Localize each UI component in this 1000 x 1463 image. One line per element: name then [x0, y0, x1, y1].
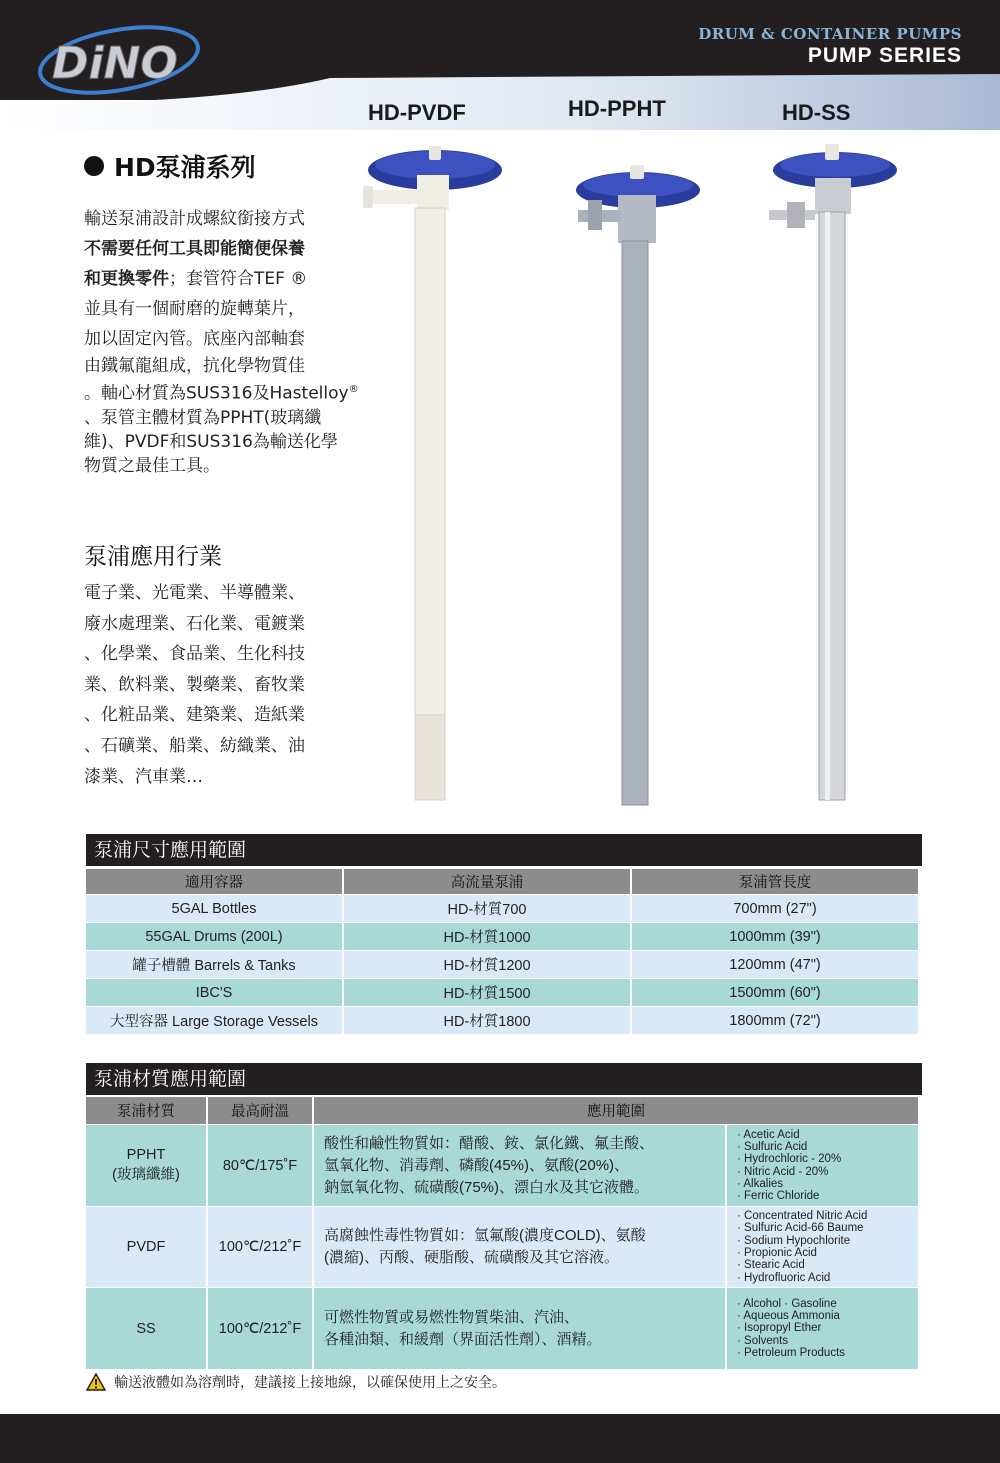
chemical-item: · Concentrated Nitric Acid — [737, 1210, 868, 1223]
cell-material: PVDF — [86, 1207, 206, 1287]
cell-length: 1800mm (72") — [632, 1007, 918, 1034]
cell-pump: HD-材質1000 — [344, 923, 630, 950]
desc-line: 酸性和鹼性物質如：醋酸、銨、氯化鐵、氟圭酸、 — [324, 1134, 655, 1152]
dino-logo — [34, 18, 204, 98]
desc-line: 鈉氫氧化物、硫磺酸(75%)、漂白水及其它液體。 — [324, 1178, 650, 1196]
footer-bar — [0, 1414, 1000, 1463]
chemical-item: · Petroleum Products — [737, 1346, 846, 1359]
cell-desc — [314, 1125, 725, 1206]
chemical-item: · Hydrochloric - 20% — [737, 1153, 842, 1166]
intro-text — [84, 204, 384, 478]
cell-length: 1500mm (60") — [632, 979, 918, 1006]
cell-chemicals — [727, 1288, 918, 1369]
chemical-item: · Isopropyl Ether — [737, 1322, 822, 1335]
chemical-item: · Alkalies — [737, 1177, 784, 1190]
table-row — [86, 923, 918, 950]
chemical-item: · Aqueous Ammonia — [737, 1310, 840, 1323]
chemical-item: · Hydrofluoric Acid — [737, 1271, 831, 1284]
desc-line: 可燃性物質或易燃性物質柴油、汽油、 — [324, 1308, 580, 1326]
cell-length: 1000mm (39") — [632, 923, 918, 950]
intro-line — [84, 264, 384, 294]
warning-icon — [86, 1373, 106, 1391]
chemical-item: · Propionic Acid — [737, 1247, 817, 1259]
cell-desc — [314, 1288, 725, 1369]
cell-length: 1200mm (47") — [632, 951, 918, 978]
size-table — [84, 868, 920, 1035]
cell-material — [86, 1125, 206, 1206]
cell-temp: 100℃/212˚F — [208, 1207, 312, 1287]
registered-mark: ® — [348, 384, 359, 395]
col-header-scope: 應用範圍 — [314, 1097, 918, 1124]
industries-line: 業、飲料業、製藥業、畜牧業 — [84, 674, 305, 695]
intro-line: 輸送泵浦設計成螺紋銜接方式 — [84, 209, 305, 229]
table-row — [86, 1207, 918, 1287]
table-row — [86, 1288, 918, 1369]
industries-line: 、化粧品業、建築業、造紙業 — [84, 705, 305, 726]
pump-image-ss — [765, 140, 915, 805]
series-subtitle: DRUM & CONTAINER PUMPS — [698, 25, 962, 43]
cell-chemicals — [727, 1125, 918, 1206]
intro-line: 維)、PVDF和SUS316為輸送化學 — [84, 431, 338, 452]
chemical-item: · Solvents — [737, 1334, 789, 1347]
cell-container: 5GAL Bottles — [86, 895, 342, 922]
intro-line: 加以固定內管。底座內部軸套 — [84, 329, 305, 349]
model-label-pvdf: HD-PVDF — [368, 100, 466, 125]
chemical-item: · Nitric Acid - 20% — [737, 1165, 829, 1178]
cell-pump: HD-材質1200 — [344, 951, 630, 978]
industries-title: 泵浦應用行業 — [84, 544, 222, 570]
cell-temp: 80℃/175˚F — [208, 1125, 312, 1206]
intro-line-text: 。軸心材質為SUS316及Hastelloy — [84, 383, 349, 404]
cell-container: 55GAL Drums (200L) — [86, 923, 342, 950]
cell-container: IBC'S — [86, 979, 342, 1006]
material-table-header — [86, 1097, 918, 1124]
chemical-item: · Sulfuric Acid-66 Baume — [737, 1222, 864, 1235]
intro-line — [84, 378, 384, 406]
chemical-item: · Sodium Hypochlorite — [737, 1234, 851, 1247]
chemical-item: · Sulfuric Acid — [737, 1140, 808, 1153]
intro-title-text: HD泵浦系列 — [114, 153, 256, 182]
cell-pump: HD-材質1800 — [344, 1007, 630, 1034]
table-row — [86, 895, 918, 922]
col-header-length: 泵浦管長度 — [632, 869, 918, 894]
series-title: PUMP SERIES — [807, 44, 962, 67]
industries-line: 電子業、光電業、半導體業、 — [84, 583, 305, 603]
intro-line: 由鐵氟龍組成，抗化學物質佳 — [84, 356, 305, 376]
cell-pump: HD-材質1500 — [344, 979, 630, 1006]
col-header-container: 適用容器 — [86, 869, 342, 894]
chemical-item: · Ferric Chloride — [737, 1190, 820, 1203]
model-label-ppht: HD-PPHT — [568, 96, 666, 121]
intro-line-bold: 和更換零件 — [84, 269, 169, 289]
desc-line: 氫氧化物、消毒劑、磷酸(45%)、氨酸(20%)、 — [324, 1156, 630, 1174]
industries-text — [84, 578, 344, 792]
chemical-item: · Acetic Acid — [737, 1128, 800, 1141]
cell-container: 大型容器 Large Storage Vessels — [86, 1007, 342, 1034]
industries-line: 漆業、汽車業… — [84, 766, 203, 787]
cell-material: SS — [86, 1288, 206, 1369]
warning-text: 輸送液體如為溶劑時，建議接上接地線，以確保使用上之安全。 — [114, 1375, 506, 1391]
col-header-temp: 最高耐溫 — [208, 1097, 312, 1124]
industries-line: 、石礦業、船業、紡織業、油 — [84, 735, 305, 756]
intro-title — [84, 148, 256, 184]
industries-line: 、化學業、食品業、生化科技 — [84, 644, 305, 665]
material-sub: (玻璃纖維) — [112, 1167, 180, 1183]
col-header-material: 泵浦材質 — [86, 1097, 206, 1124]
chemical-item: · Alcohol · Gasoline — [737, 1297, 837, 1310]
intro-line-bold: 不需要任何工具即能簡便保養 — [84, 239, 305, 259]
size-table-title: 泵浦尺寸應用範圍 — [86, 834, 922, 866]
desc-line: (濃縮)、丙酸、硬脂酸、硫磺酸及其它溶液。 — [324, 1249, 619, 1266]
desc-line: 各種油類、和緩劑（界面活性劑）、酒精。 — [324, 1330, 602, 1348]
table-row — [86, 951, 918, 978]
material-table — [84, 1096, 920, 1370]
table-row — [86, 1007, 918, 1034]
cell-temp: 100℃/212˚F — [208, 1288, 312, 1369]
safety-warning — [86, 1372, 506, 1392]
cell-container: 罐子槽體 Barrels & Tanks — [86, 951, 342, 978]
cell-pump: HD-材質700 — [344, 895, 630, 922]
cell-desc — [314, 1207, 725, 1287]
material-table-title: 泵浦材質應用範圍 — [86, 1063, 922, 1095]
cell-chemicals — [727, 1207, 918, 1287]
pump-image-ppht — [560, 165, 710, 810]
size-table-header — [86, 869, 918, 894]
model-label-ss: HD-SS — [782, 100, 851, 125]
chemical-item: · Stearic Acid — [737, 1259, 805, 1272]
table-row — [86, 979, 918, 1006]
table-row — [86, 1125, 918, 1206]
intro-line: 物質之最佳工具。 — [84, 455, 220, 476]
col-header-pump: 高流量泵浦 — [344, 869, 630, 894]
material-name: PPHT — [126, 1147, 166, 1163]
intro-line: 並具有一個耐磨的旋轉葉片， — [84, 299, 305, 319]
cell-length: 700mm (27") — [632, 895, 918, 922]
logo-text: DiNO — [52, 38, 178, 89]
bullet-icon — [84, 156, 104, 176]
intro-line: 、泵管主體材質為PPHT(玻璃纖 — [84, 407, 322, 428]
intro-line-rest: ；套管符合TEF ® — [169, 269, 308, 289]
desc-line: 高腐蝕性毒性物質如：氫氟酸(濃度COLD)、氨酸 — [324, 1227, 646, 1244]
industries-line: 廢水處理業、石化業、電鍍業 — [84, 613, 305, 634]
